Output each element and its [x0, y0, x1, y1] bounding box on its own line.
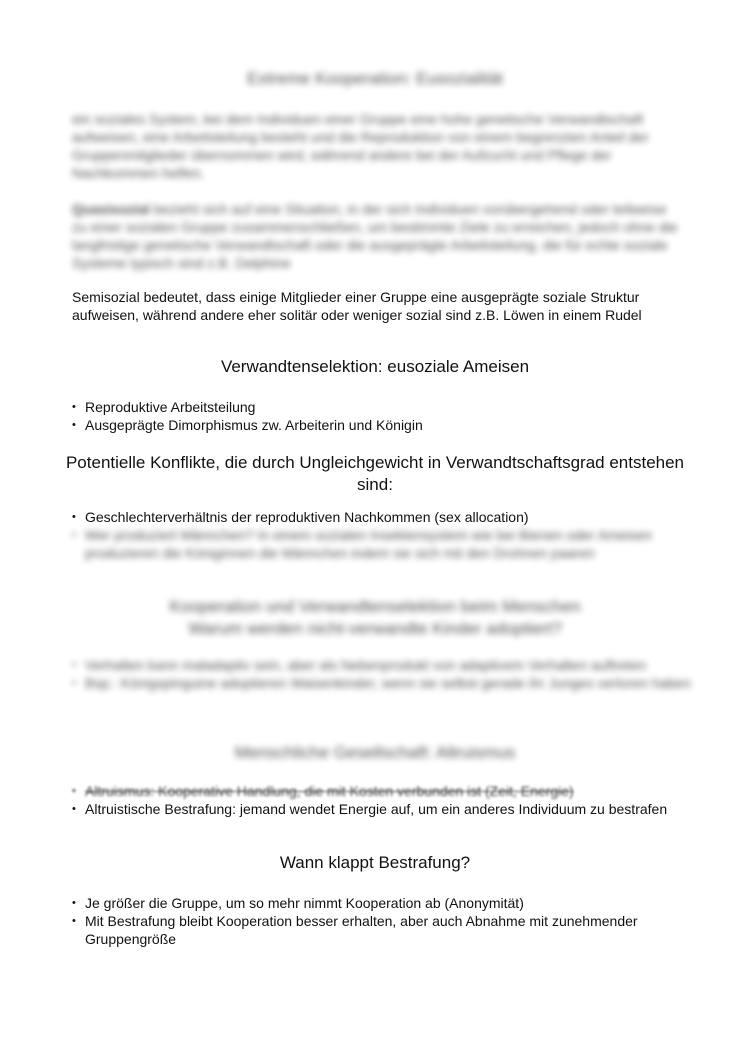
list-item: • Bsp.: Königspinguine adoptieren Waisenkinder, wenn sie selbst gerade ihr Junges verloren haben: [72, 674, 692, 692]
list-potential-conflicts: [72, 508, 692, 562]
section-title-potential-conflicts: Potentielle Konflikte, die durch Ungleichgewicht in Verwandtschaftsgrad entstehen sind:: [65, 453, 685, 494]
list-item: • Reproduktive Arbeitsteilung: [72, 398, 692, 416]
paragraph-quasisocial: [72, 200, 682, 272]
paragraph-semisocial: Semisozial bedeutet, dass einige Mitglieder einer Gruppe eine ausgeprägte soziale Struktur aufweisen, während andere eher solitär oder weniger sozial sind z.B. Löwen in einem Rudel: [72, 289, 642, 323]
list-item: • Altruismus: Kooperative Handlung, die mit Kosten verbunden ist (Zeit, Energie): [72, 782, 692, 800]
list-item: • Verhalten kann maladaptiv sein, aber als Nebenprodukt von adaptivem Verhalten auftreten: [72, 656, 692, 674]
list-item: • Wer produziert Männchen? In einem sozialen Insektensystem wie bei Bienen oder Ameisen produzieren die Königinnen die Männchen indem sie sich mit den Drohnen paaren: [72, 526, 692, 562]
list-punishment: [72, 894, 692, 948]
list-item: • Mit Bestrafung bleibt Kooperation besser erhalten, aber auch Abnahme mit zunehmender Gruppengröße: [72, 912, 692, 948]
paragraph-eusocial-definition: ein soziales System, bei dem Individuen einer Gruppe eine hohe genetische Verwandtschaft aufweisen, eine Arbeitsteilung besteht und die Reproduktion von einem begrenzten Anteil der Gruppenmitglieder übernommen wird, während andere bei der Aufzucht und Pflege der Nachkommen helfen.: [72, 111, 649, 181]
list-altruism: [72, 782, 692, 818]
list-human-cooperation: [72, 656, 692, 692]
list-item: • Ausgeprägte Dimorphismus zw. Arbeiterin und Königin: [72, 416, 692, 434]
quasisocial-definition: bezieht sich auf eine Situation, in der sich Individuen vorübergehend oder teilweise zu einer sozialen Gruppe zusammenschließen, um bestimmte Ziele zu erreichen, jedoch ohne die langfristige genetische Verwandtschaft oder die ausgeprägte Arbeitsteilung, die für echte soziale Systeme typisch sind z.B. Delphine: [72, 201, 678, 271]
list-item: • Altruistische Bestrafung: jemand wendet Energie auf, um ein anderes Individuum zu bestrafen: [72, 800, 692, 818]
section-title-line: Kooperation und Verwandtenselektion beim Menschen: [169, 597, 581, 616]
list-kin-selection-ants: [72, 398, 692, 434]
list-item: • Je größer die Gruppe, um so mehr nimmt Kooperation ab (Anonymität): [72, 894, 692, 912]
section-title-human-cooperation: [60, 596, 690, 640]
section-title-eusocial: Extreme Kooperation: Eusozialität: [246, 69, 504, 88]
section-title-kin-selection-ants: Verwandtenselektion: eusoziale Ameisen: [220, 357, 530, 376]
section-title-punishment: Wann klappt Bestrafung?: [279, 853, 471, 872]
quasisocial-term: Quasisozial: [72, 201, 150, 217]
list-item: • Geschlechterverhältnis der reproduktiven Nachkommen (sex allocation): [72, 508, 692, 526]
section-title-altruism: Menschliche Gesellschaft: Altruismus: [234, 743, 516, 762]
section-title-line: Warum werden nicht-verwandte Kinder adoptiert?: [188, 619, 562, 638]
